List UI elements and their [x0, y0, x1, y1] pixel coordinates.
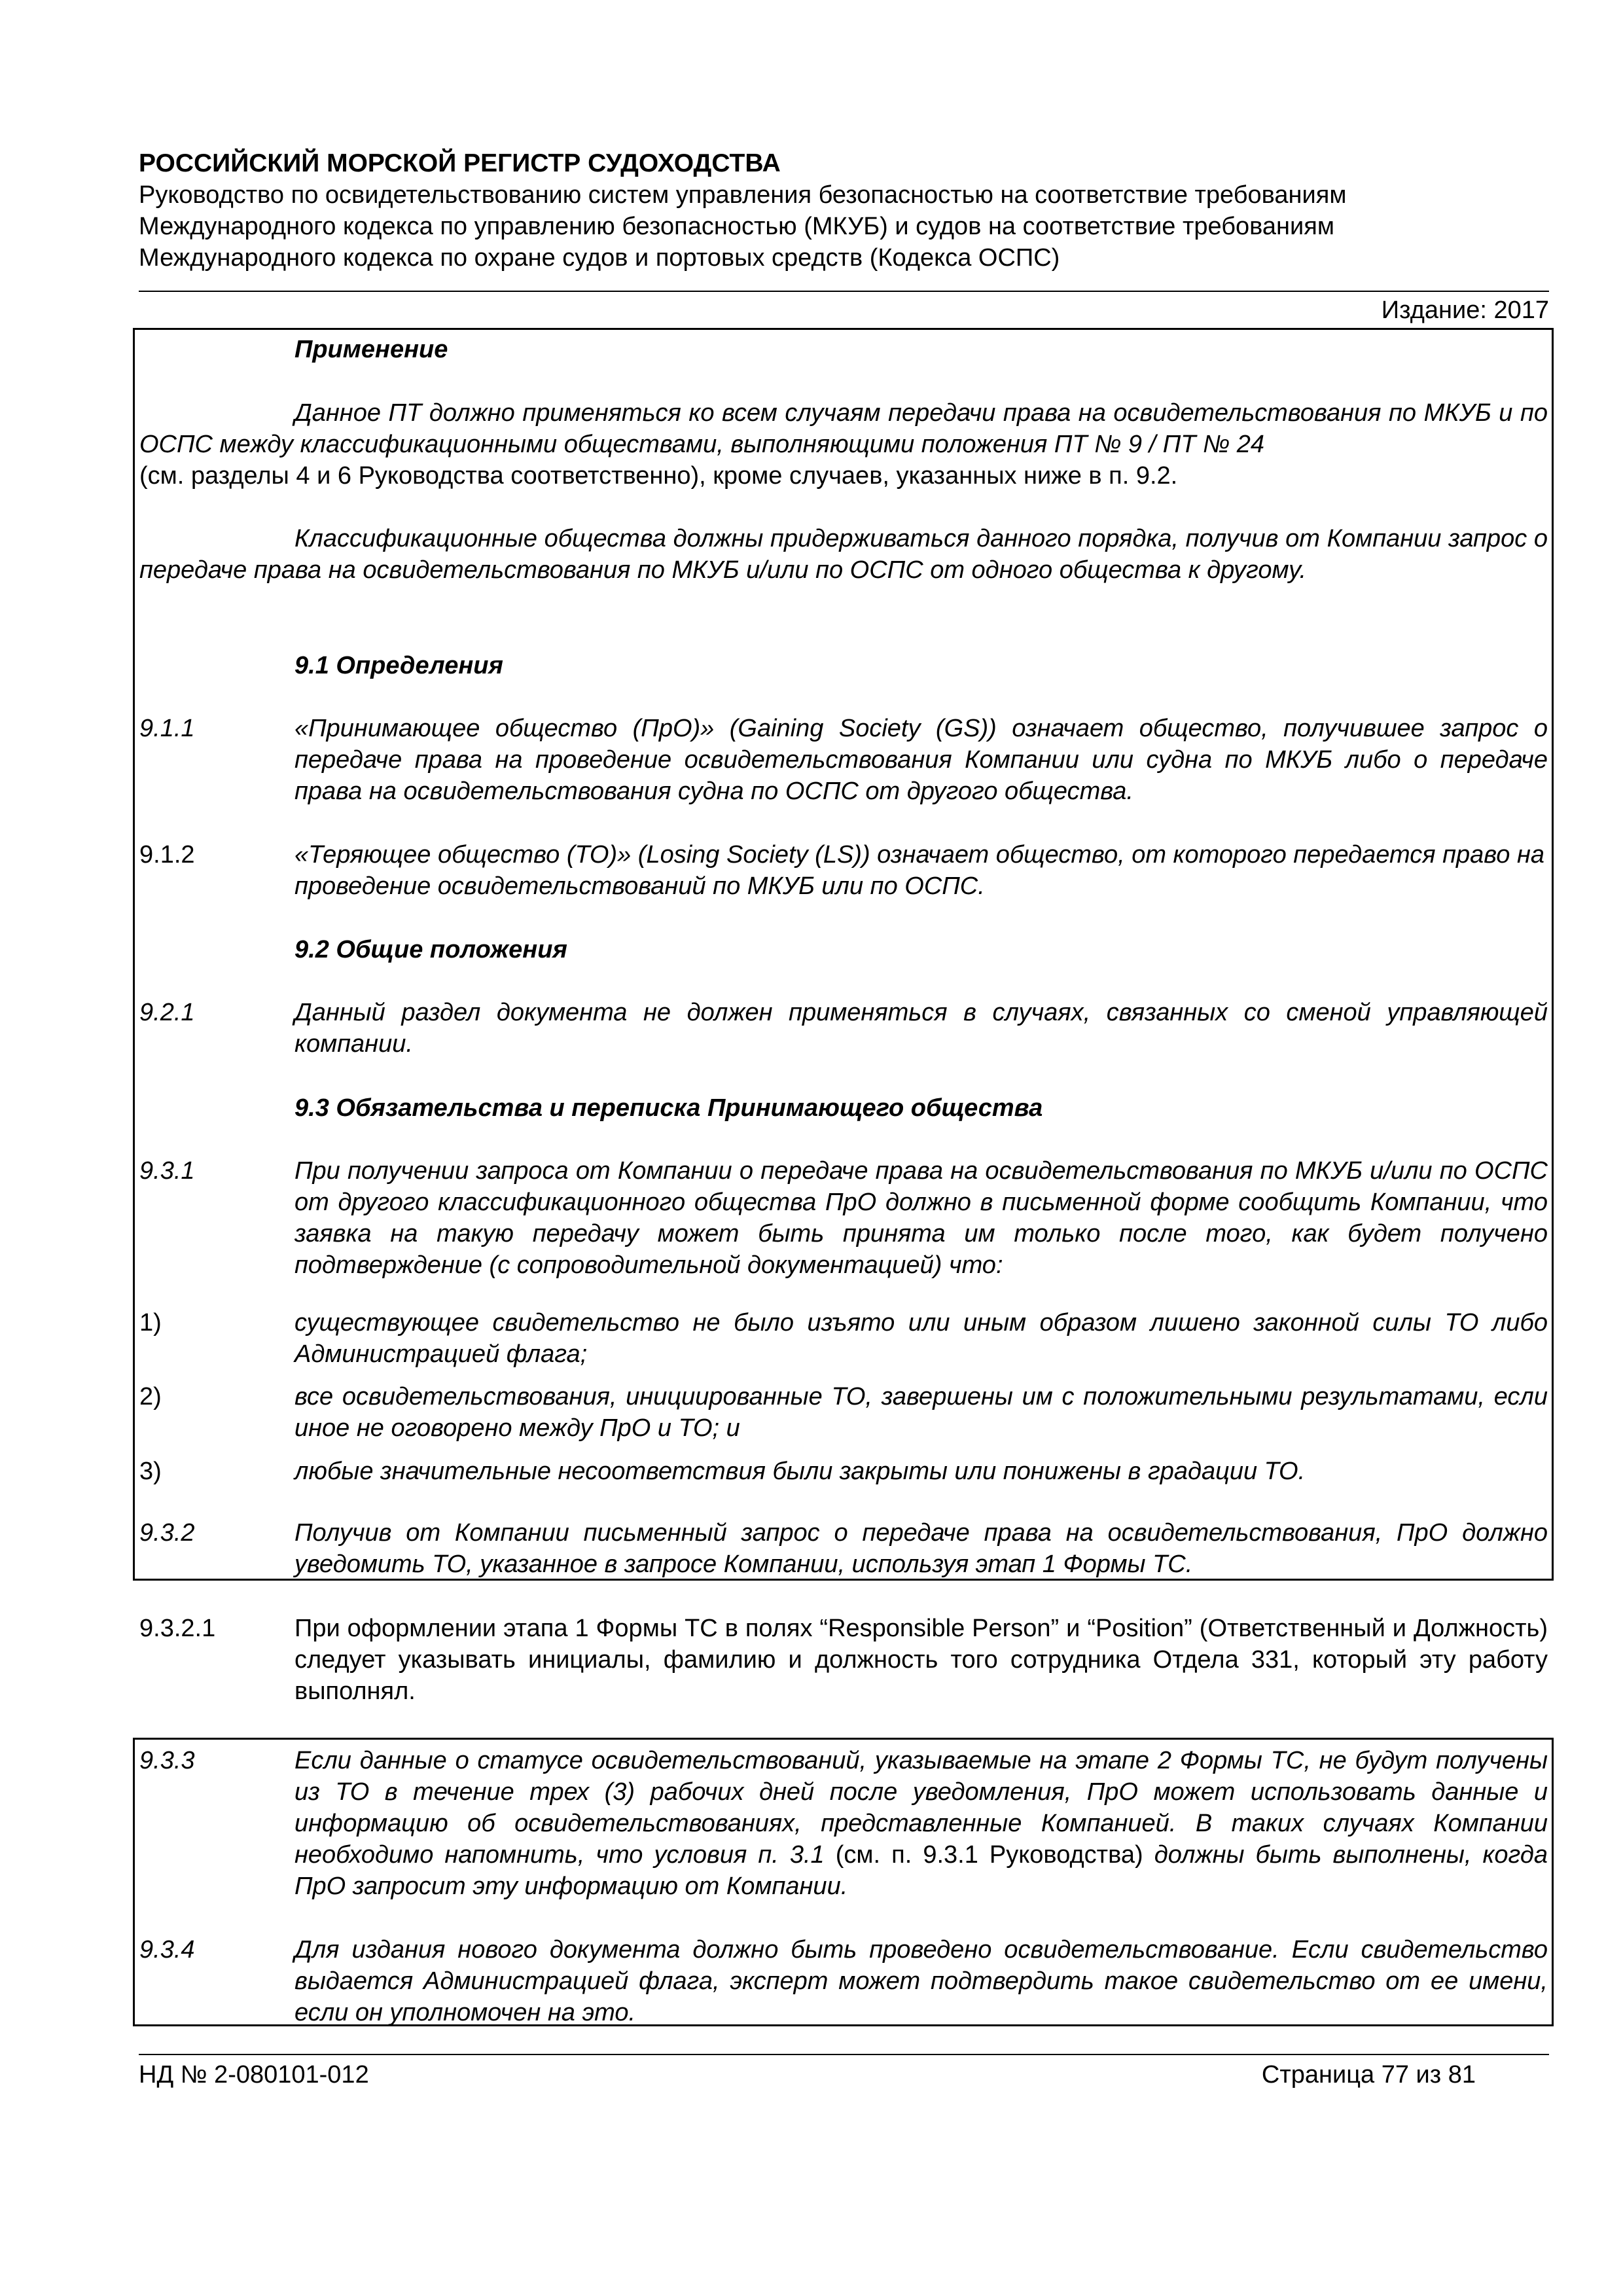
clause-9-3-2: [139, 1517, 1548, 1580]
clause-9-2-1: [139, 997, 1548, 1060]
clause-9-3-4: [139, 1934, 1548, 2028]
clause-text: Получив от Компании письменный запрос о передаче права на освидетельствования, ПрО должно уведомить ТО, указанное в запросе Компании, используя этап 1 Формы ТС.: [294, 1519, 1548, 1578]
organization-name: РОССИЙСКИЙ МОРСКОЙ РЕГИСТР СУДОХОДСТВА: [139, 149, 781, 177]
clause-9-3-3: [139, 1745, 1548, 1902]
clause-number: 9.3.3: [139, 1747, 195, 1774]
clause-number: 9.3.4: [139, 1936, 195, 1964]
clause-number: 9.1.2: [139, 841, 195, 869]
list-item-text: любые значительные несоответствия были закрыты или понижены в градации ТО.: [294, 1458, 1306, 1485]
clause-text-reference: (см. п. 9.3.1 Руководства): [824, 1841, 1154, 1869]
paragraph-application-1-main: Данное ПТ должно применяться ко всем случаям передачи права на освидетельствования по МКУБ и по ОСПС между классификационными обществами, выполняющими положения ПТ № 9 / ПТ № 24: [139, 399, 1548, 458]
clause-text: При получении запроса от Компании о передаче права на освидетельствования по МКУБ и/или по ОСПС от другого классификационного общества ПрО должно в письменной форме сообщить Компании, что заявка на такую передачу может быть принята им только после того, как будет получено подтверждение (с сопроводительной документацией) что:: [294, 1157, 1548, 1279]
list-item-number: 1): [139, 1309, 162, 1336]
clause-text-part-1: Если данные о статусе освидетельствований, указываемые на этапе 2 Формы ТС, не будут получены из ТО в течение трех (3) рабочих дней после уведомления, ПрО может использовать данные и информацию об освидетельствованиях, представленные Компанией. В таких случаях Компании необходимо напомнить, что условия п. 3.1: [294, 1747, 1548, 1869]
list-item-text: существующее свидетельство не было изъято или иным образом лишено законной силы ТО либо Администрацией флага;: [294, 1309, 1548, 1368]
list-item-number: 3): [139, 1458, 162, 1485]
clause-number: 9.3.2.1: [139, 1615, 216, 1642]
clause-text: «Принимающее общество (ПрО)» (Gaining Society (GS)) означает общество, получившее запрос о передаче права на проведение освидетельствования Компании или судна по МКУБ либо о передаче права на освидетельствования судна по ОСПС от другого общества.: [294, 715, 1548, 805]
clause-number: 9.3.2: [139, 1519, 195, 1547]
paragraph-application-2: Классификационные общества должны придерживаться данного порядка, получив от Компании запрос о передаче права на освидетельствования по МКУБ и/или по ОСПС от одного общества к другому.: [139, 525, 1548, 584]
section-heading-9-2: 9.2 Общие положения: [294, 936, 567, 963]
clause-number: 9.3.1: [139, 1157, 195, 1185]
clause-text: Для издания нового документа должно быть проведено освидетельствование. Если свидетельство выдается Администрацией флага, эксперт может подтвердить такое свидетельство от ее имени, если он уполномочен на это.: [294, 1936, 1548, 2026]
document-footer: [139, 2054, 1549, 2089]
paragraph-application-1-tail: (см. разделы 4 и 6 Руководства соответственно), кроме случаев, указанных ниже в п. 9.2.: [139, 462, 1178, 490]
clause-text: Данный раздел документа не должен применяться в случаях, связанных со сменой управляющей компании.: [294, 999, 1548, 1058]
list-item-text: все освидетельствования, инициированные ТО, завершены им с положительными результатами, если иное не оговорено между ПрО и ТО; и: [294, 1383, 1548, 1442]
document-number: НД № 2-080101-012: [139, 2061, 369, 2089]
header-title-line-3: Международного кодекса по охране судов и портовых средств (Кодекса ОСПС): [139, 244, 1060, 272]
clause-9-1-2: [139, 839, 1548, 902]
list-item: [139, 1381, 1548, 1444]
paragraph-application-1: [139, 397, 1548, 460]
clause-9-1-1: [139, 713, 1548, 807]
header-title-line-2: Международного кодекса по управлению безопасностью (МКУБ) и судов на соответствие требованиям: [139, 213, 1334, 240]
clause-9-3-2-1: [139, 1613, 1548, 1707]
section-heading-9-3: 9.3 Обязательства и переписка Принимающего общества: [294, 1094, 1043, 1122]
clause-text-part-2: должны быть выполнены, когда ПрО запросит эту информацию от Компании.: [294, 1841, 1548, 1900]
page-number: Страница 77 из 81: [1261, 2061, 1476, 2089]
clause-number: 9.1.1: [139, 715, 195, 742]
list-item: [139, 1456, 1548, 1487]
clause-number: 9.2.1: [139, 999, 195, 1026]
list-item-number: 2): [139, 1383, 162, 1410]
section-heading-9-1: 9.1 Определения: [294, 652, 503, 679]
clause-text: «Теряющее общество (ТО)» (Losing Society (LS)) означает общество, от которого передается право на проведение освидетельствований по МКУБ или по ОСПС.: [294, 841, 1545, 900]
document-header: [139, 148, 1549, 274]
header-title-line-1: Руководство по освидетельствованию систем управления безопасностью на соответствие требованиям: [139, 181, 1347, 209]
clause-9-3-1: [139, 1155, 1548, 1281]
list-item: [139, 1307, 1548, 1370]
section-heading-application: Применение: [294, 336, 448, 363]
clause-text: При оформлении этапа 1 Формы ТС в полях “Responsible Person” и “Position” (Ответственный и Должность) следует указывать инициалы, фамилию и должность того сотрудника Отдела 331, который эту работу выполнял.: [294, 1615, 1548, 1705]
edition-label: Издание: 2017: [139, 291, 1549, 326]
